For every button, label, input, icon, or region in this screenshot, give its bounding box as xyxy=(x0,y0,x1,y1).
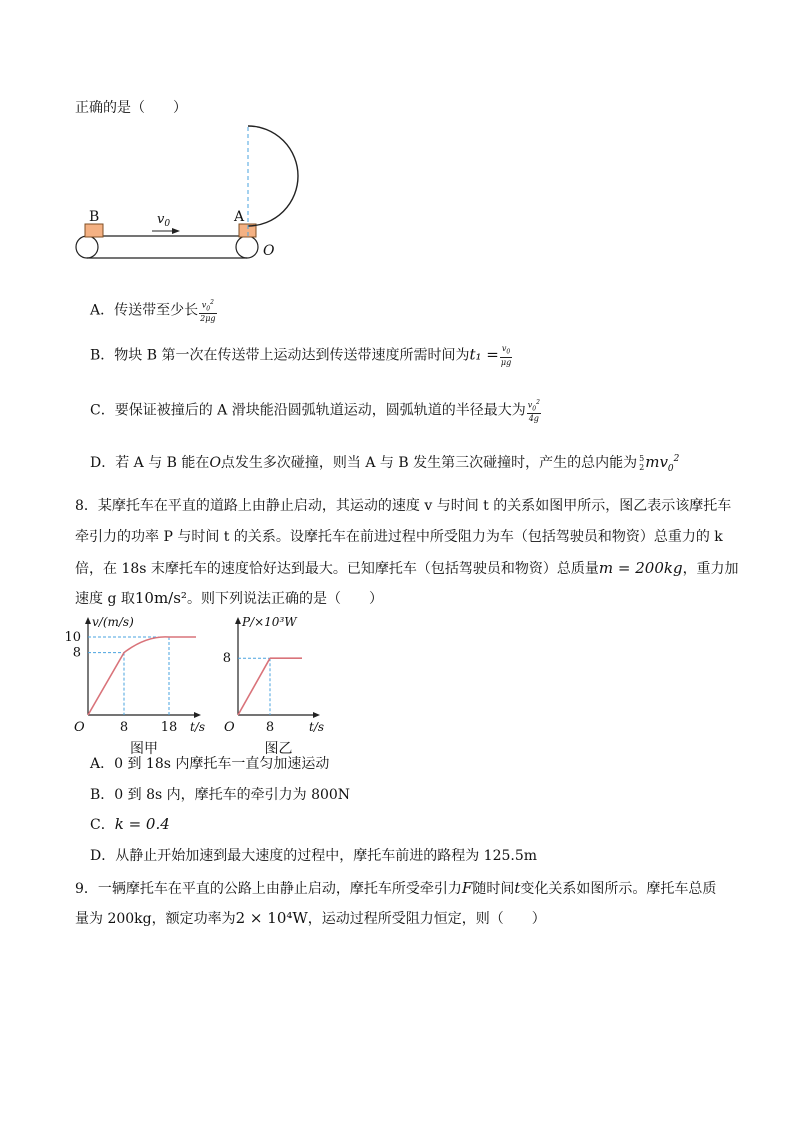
chart-caption: 图乙 xyxy=(264,741,293,757)
q8-stem-line-4: 速度 g 取10m/s²。则下列说法正确的是（ ） xyxy=(75,589,383,607)
chart-p-t xyxy=(220,612,330,757)
q7-c-fraction: $\frac{v_0^2}{4g}$ xyxy=(527,399,540,424)
series-rising-segment xyxy=(238,658,270,715)
q7-option-d: D．若 A 与 B 能在O点发生多次碰撞，则当 A 与 B 发生第三次碰撞时，产生的总内能为 5 2 $mv_0^2$ xyxy=(90,453,680,474)
circular-arc-track xyxy=(248,126,298,226)
q8-option-d: D．从静止开始加速到最大速度的过程中，摩托车前进的路程为 125.5m xyxy=(90,848,538,864)
label-o: O xyxy=(263,243,275,259)
label-a: A xyxy=(234,209,245,225)
q8-stem-line-3: 倍，在 18s 末摩托车的速度恰好达到最大。已知摩托车（包括驾驶员和物资）总质量m = 200kg，重力加 xyxy=(75,559,739,577)
x-axis-arrow-icon xyxy=(194,712,201,718)
label-v0: $v_0$ xyxy=(157,212,171,229)
q9-stem-line-2: 量为 200kg，额定功率为2 × 10⁴W，运动过程所受阻力恒定，则（ ） xyxy=(75,909,546,927)
q8-option-b: B．0 到 8s 内，摩托车的牵引力为 800N xyxy=(90,787,351,803)
series-curve-segment xyxy=(124,637,169,653)
q7-b-fraction: $\frac{v_0}{\mu g}$ xyxy=(500,344,512,367)
q7-option-a: A．传送带至少长 $\frac{v_0^2}{2\mu g}$ xyxy=(90,299,216,324)
x-tick-label: 8 xyxy=(119,720,129,735)
y-axis-label: v/(m/s) xyxy=(92,615,134,629)
velocity-arrow-icon xyxy=(172,228,180,234)
right-pulley xyxy=(236,236,258,258)
left-pulley xyxy=(76,236,98,258)
q8-stem-line-2: 牵引力的功率 P 与时间 t 的关系。设摩托车在前进过程中所受阻力为车（包括驾驶员和物资）总重力的 k xyxy=(75,529,723,545)
origin-label: O xyxy=(74,720,85,735)
q7-a-fraction: $\frac{v_0^2}{2\mu g}$ xyxy=(200,299,216,324)
x-axis-label: t/s xyxy=(190,720,206,734)
x-axis-label: t/s xyxy=(309,720,325,734)
conveyor-belt-figure xyxy=(70,118,300,268)
y-axis-arrow-icon xyxy=(85,617,91,624)
block-b xyxy=(85,224,103,237)
question-stem-tail: 正确的是（ ） xyxy=(75,100,187,116)
q8-option-c: C．k = 0.4 xyxy=(90,815,170,833)
x-tick-label: 18 xyxy=(160,720,178,735)
y-axis-label: P/×10³W xyxy=(242,615,297,629)
chart-caption: 图甲 xyxy=(130,741,158,757)
origin-label: O xyxy=(224,720,235,735)
q8-option-a: A．0 到 18s 内摩托车一直匀加速运动 xyxy=(90,756,330,772)
y-tick-label: 10 xyxy=(64,630,81,645)
x-axis-arrow-icon xyxy=(313,712,320,718)
y-tick-label: 8 xyxy=(72,645,81,661)
q9-stem-line-1: 9．一辆摩托车在平直的公路上由静止启动，摩托车所受牵引力F随时间t变化关系如图所示。摩托车总质 xyxy=(75,879,717,897)
q7-d-fraction: 5 2 xyxy=(639,454,645,472)
q7-option-c: C．要保证被撞后的 A 滑块能沿圆弧轨道运动，圆弧轨道的半径最大为 $\frac{v_0^2}{4g}$ xyxy=(90,399,540,424)
q7-option-b: B．物块 B 第一次在传送带上运动达到传送带速度所需时间为t₁ = $\frac{v_0}{\mu g}$ xyxy=(90,344,512,367)
q8-stem-line-1: 8．某摩托车在平直的道路上由静止启动，其运动的速度 v 与时间 t 的关系如图甲所示，图乙表示该摩托车 xyxy=(75,498,732,514)
y-axis-arrow-icon xyxy=(235,617,241,624)
y-tick-label: 8 xyxy=(222,651,231,667)
chart-v-t xyxy=(64,612,210,757)
x-tick-label: 8 xyxy=(265,720,275,735)
series-linear-segment xyxy=(88,653,124,715)
label-b: B xyxy=(89,209,100,225)
